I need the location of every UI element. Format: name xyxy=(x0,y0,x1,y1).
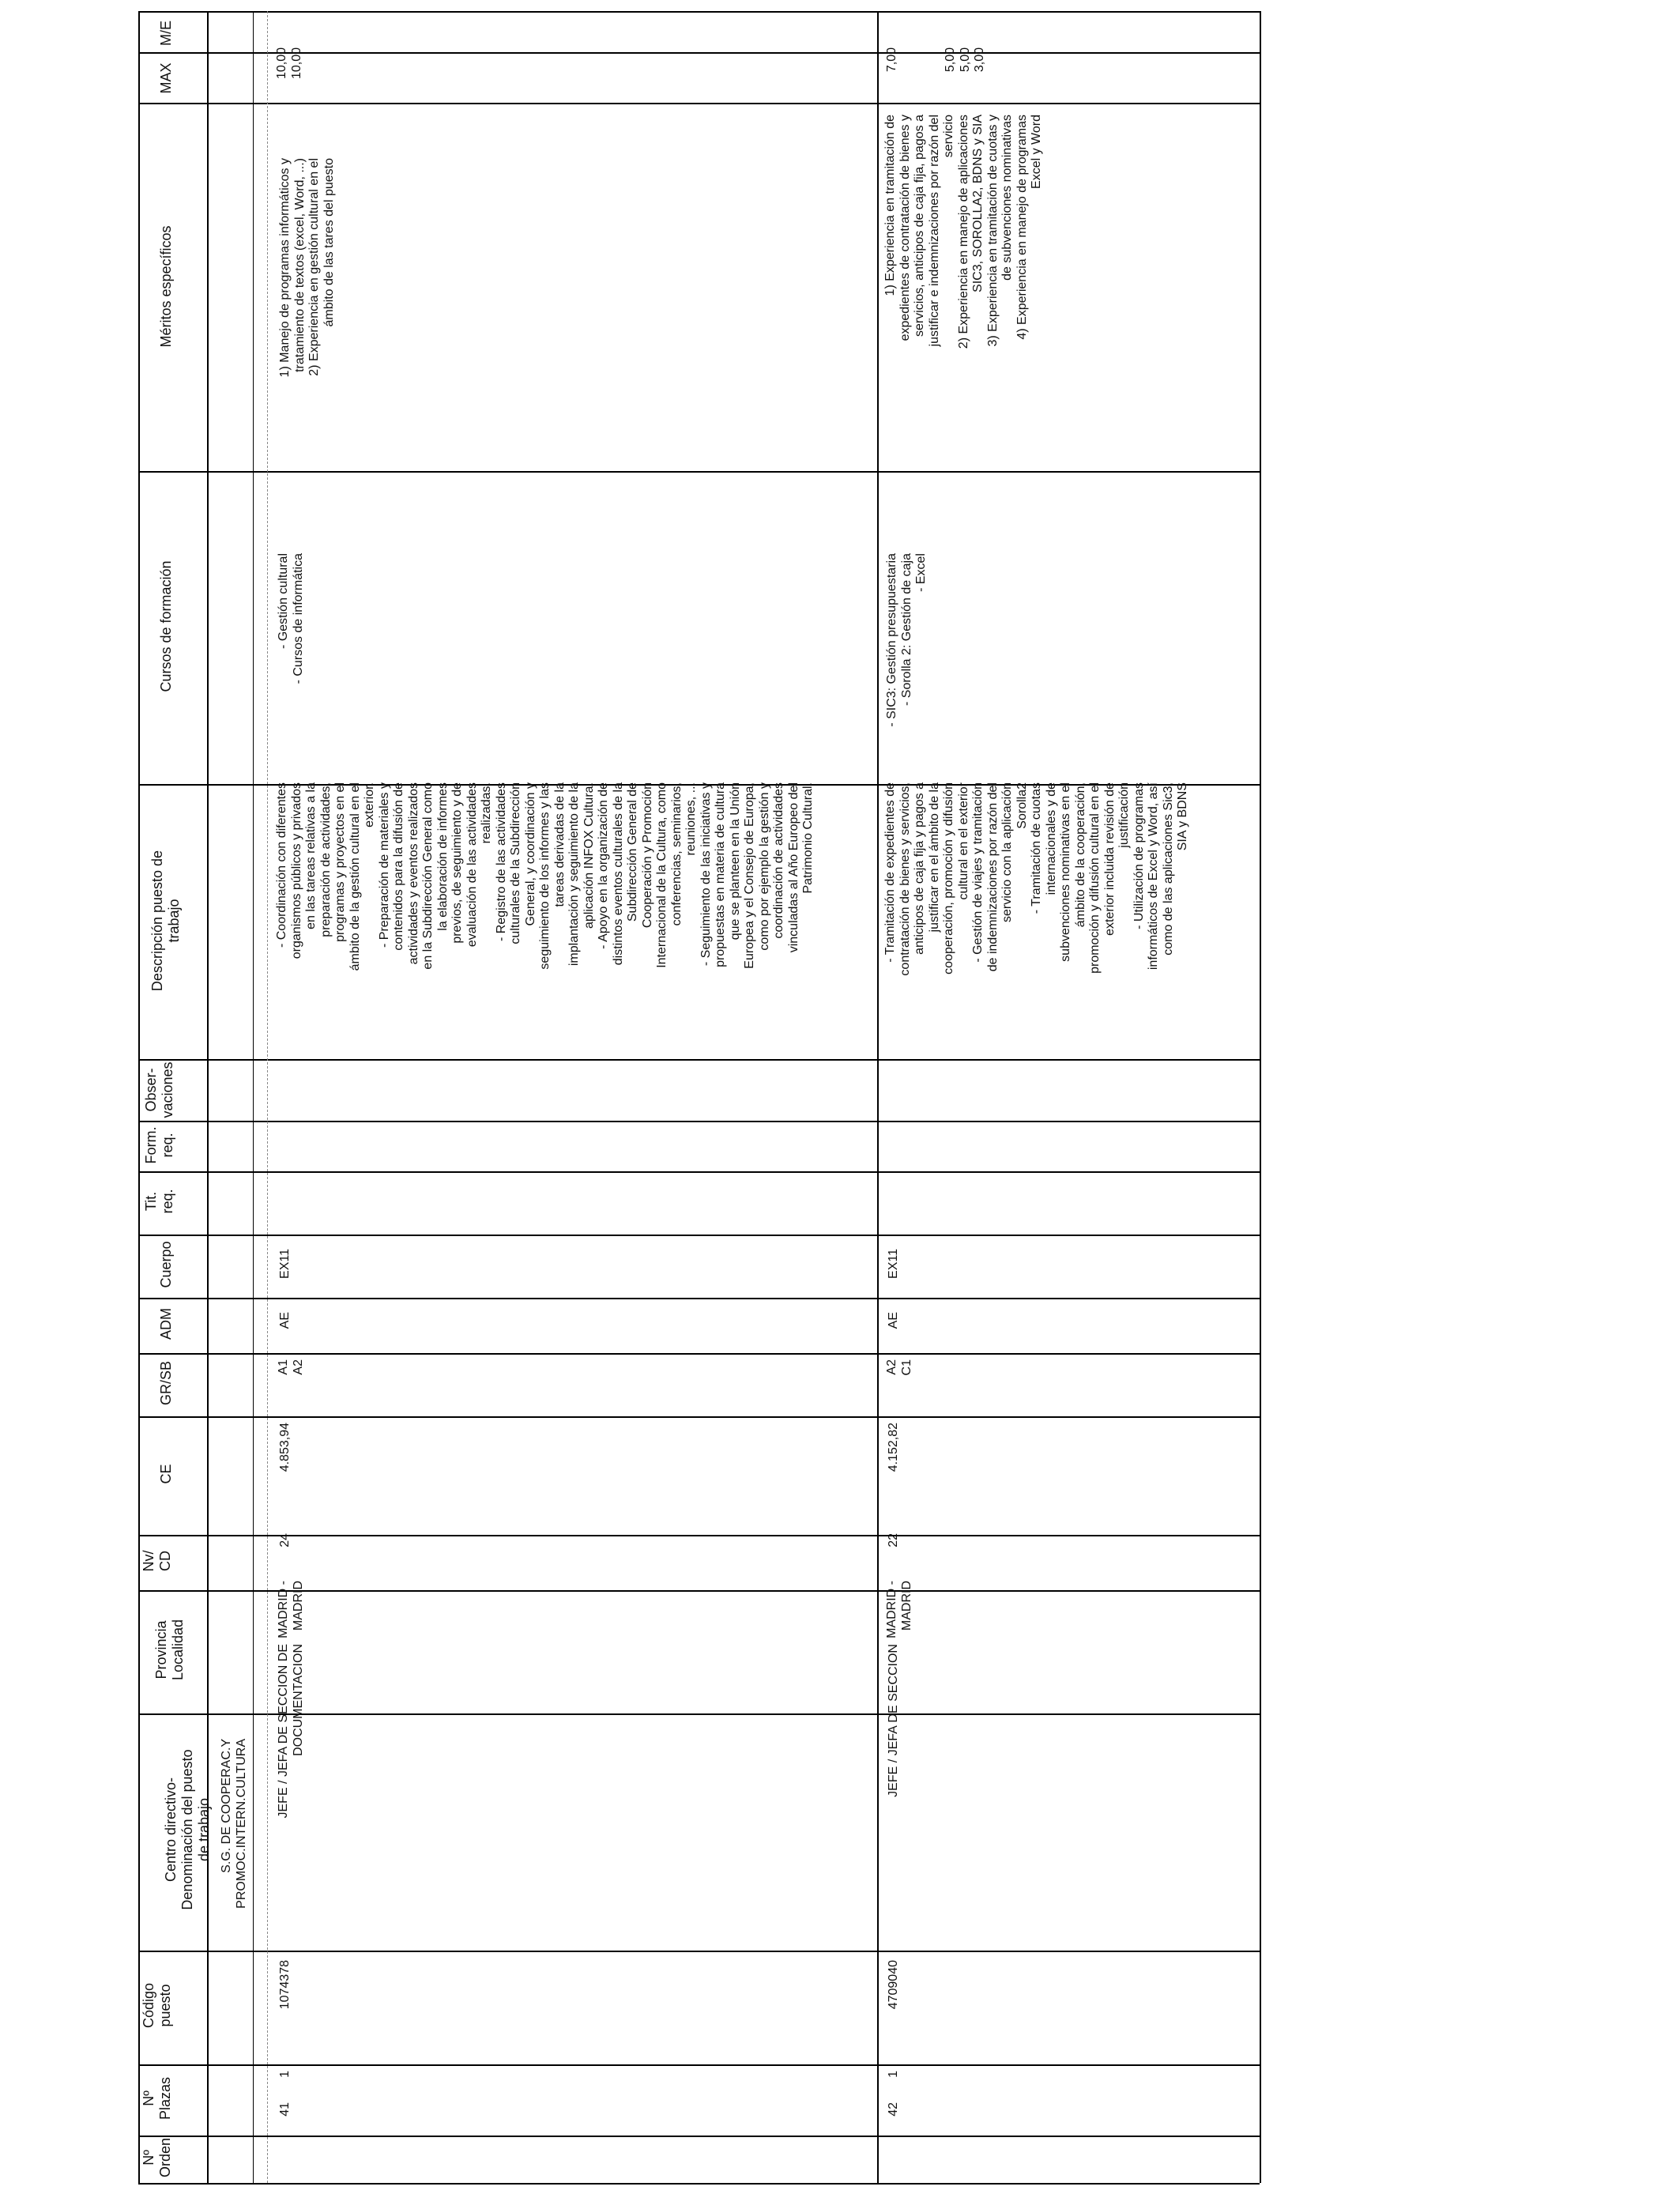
cell-max: 10,00 10,00 xyxy=(275,47,303,80)
cell-orden: 41 xyxy=(278,2102,292,2117)
header-meritos: Méritos específicos xyxy=(157,225,174,348)
cell-descripcion: - Tramitación de expedientes de contratación de bienes y servicios, anticipos de caja fija y pagos a justificar en el ámbito de la cooperación, promoción y difusión cultural en el exterior - Gestión de viajes y tramitación de indemnizaciones por razón del servicio con la aplicación Sorolla2 - Tramitación de cuotas internacionales y de subvenciones nominativas en el ámbito de la cooperación, promoción y difusión cultural en el exterior incluida revisión de justificación - Utilización de programas informáticos de Excel y Word, así como de las aplicaciones Sic3, SIA y BDNS xyxy=(883,782,1189,976)
grid-line xyxy=(138,11,1260,13)
cell-cuerpo: EX11 xyxy=(887,1249,900,1279)
grid-line xyxy=(138,11,140,2183)
header-nivel: Nv/ CD xyxy=(141,1550,173,1572)
grid-line xyxy=(877,11,879,2183)
cell-adm: AE xyxy=(278,1312,292,1329)
cell-orden: 42 xyxy=(887,2102,900,2117)
cell-plazas: 1 xyxy=(887,2071,900,2078)
cell-adm: AE xyxy=(887,1312,900,1329)
cell-nivel: 22 xyxy=(887,1533,900,1547)
grid-line xyxy=(1260,11,1261,2183)
cell-nivel: 24 xyxy=(278,1533,292,1547)
cell-max: 7,00 5,00 5,00 3,00 xyxy=(885,47,986,73)
grid-line xyxy=(138,2183,1260,2185)
unit-name: S.G. DE COOPERAC.Y PROMOC.INTERN.CULTURA xyxy=(220,1739,248,1909)
header-centro: Centro directivo- Denominación del puesto de trabajo xyxy=(163,1749,212,1910)
header-grupo: GR/SB xyxy=(157,1361,174,1406)
cell-cursos: - Gestión cultural - Cursos de informática xyxy=(277,553,305,684)
header-observaciones: Obser- vaciones xyxy=(142,1061,175,1118)
cell-cursos: - SIC3: Gestión presupuestaria - Sorolla 2: Gestión de caja - Excel xyxy=(885,553,928,727)
header-adm: ADM xyxy=(157,1308,174,1340)
grid-line xyxy=(138,1059,1260,1061)
grid-line xyxy=(138,471,1260,473)
grid-line xyxy=(138,1951,1260,1952)
grid-line xyxy=(138,1171,1260,1173)
cell-descripcion: - Coordinación con diferentes organismos públicos y privados en las tareas relativas a la preparación de actividades, programas y proyectos en el ámbito de la gestión cultural en el exterior. - Preparación de materiales y contenidos para la difusión de actividades y eventos realizados en la Subdirección General como la elaboración de informes previos, de seguimiento y de evaluación de las actividades realizadas. - Registro de las actividades culturales de la Subdirección General, y coordinación y seguimiento de los informes y las tareas derivadas de la implantación y seguimiento de la aplicación INFOX Cultura. - Apoyo en la organización de distintos eventos culturales de la Subdirección General de Cooperación y Promoción Internacional de la Cultura, como conferencias, seminarios, reuniones, ... - Seguimiento de las iniciativas y propuestas en materia de cultura que se planteen en la Unión Europea y el Consejo de Europa, como por ejemplo la gestión y coordinación de actividades vinculadas al Año Europeo del Patrimonio Cultural. xyxy=(275,782,815,971)
header-codigo: Código puesto xyxy=(141,1982,173,2029)
header-ce: CE xyxy=(157,1464,174,1484)
header-me: M/E xyxy=(157,21,174,47)
header-formacion: Form. req. xyxy=(142,1126,175,1164)
header-orden: Nº Orden xyxy=(141,2137,173,2178)
cell-denominacion: JEFE / JEFA DE SECCION DE DOCUMENTACION xyxy=(277,1644,305,1819)
cell-denominacion: JEFE / JEFA DE SECCION xyxy=(887,1644,900,1797)
cell-cuerpo: EX11 xyxy=(278,1249,292,1279)
header-descripcion: Descripción puesto de trabajo xyxy=(149,850,182,992)
grid-line xyxy=(138,1121,1260,1122)
header-cuerpo: Cuerpo xyxy=(157,1241,174,1288)
header-titulacion: Tit. req. xyxy=(142,1189,175,1214)
grid-line xyxy=(138,2064,1260,2066)
cell-grupo: A2 C1 xyxy=(885,1359,913,1376)
grid-line xyxy=(138,1535,1260,1536)
cell-provincia: MADRID - MADRID xyxy=(277,1581,305,1638)
cell-ce: 4.853,94 xyxy=(278,1423,292,1472)
header-plazas: Nº Plazas xyxy=(141,2076,173,2120)
grid-line xyxy=(138,103,1260,104)
grid-line xyxy=(138,1353,1260,1355)
cell-ce: 4.152,82 xyxy=(887,1423,900,1472)
header-provincia: Provincia Localidad xyxy=(153,1619,186,1681)
cell-meritos: 1) Experiencia en tramitación de expedientes de contratación de bienes y servicios, anticipos de caja fija, pagos a justificar e indemnizaciones por razón del servicio 2) Experiencia en manejo de aplicaciones SIC3, SOROLLA2, BDNS y SIA 3) Experiencia en tramitación de cuotas y de subvenciones nominativas 4) Experiencia en manejo de programas Excel y Word xyxy=(883,115,1043,349)
cell-codigo: 4709040 xyxy=(887,1960,900,2010)
cell-provincia: MADRID - MADRID xyxy=(885,1581,913,1638)
cell-codigo: 1074378 xyxy=(278,1960,292,2010)
header-max: MAX xyxy=(157,62,174,94)
cell-grupo: A1 A2 xyxy=(277,1359,305,1375)
header-cursos: Cursos de formación xyxy=(157,560,174,692)
dashed-separator xyxy=(267,11,268,2183)
cell-plazas: 1 xyxy=(278,2071,292,2078)
grid-line xyxy=(138,2136,1260,2137)
grid-line xyxy=(138,1416,1260,1418)
grid-line xyxy=(138,1235,1260,1236)
grid-line xyxy=(138,1298,1260,1299)
cell-meritos: 1) Manejo de programas informáticos y tratamiento de textos (excel, Word, ...) 2) Experiencia en gestión cultural en el ámbito de las tares del puesto xyxy=(278,158,336,378)
